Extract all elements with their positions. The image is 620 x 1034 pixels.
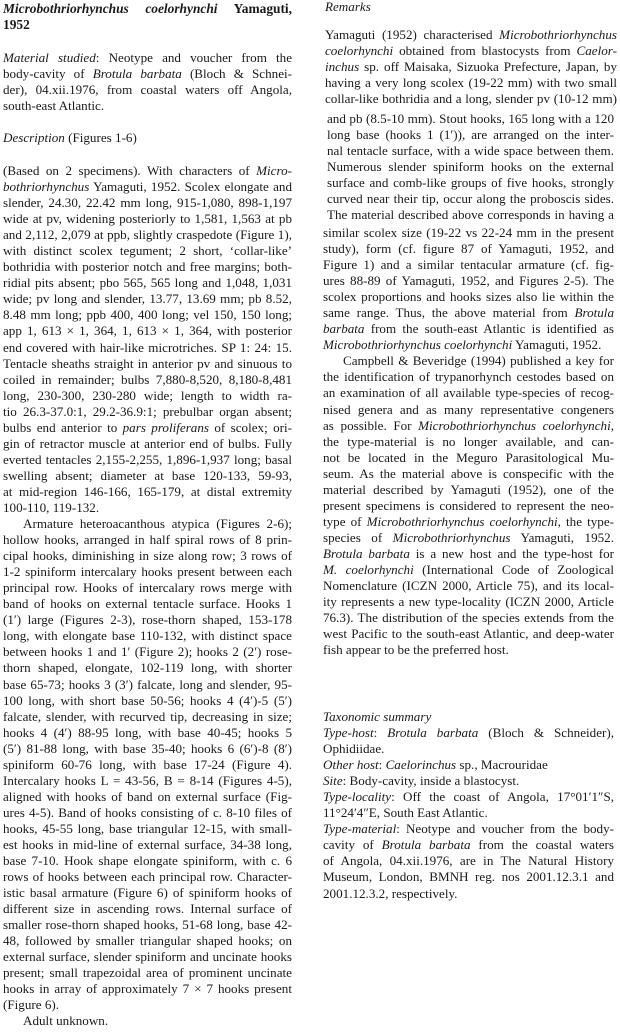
text-segment: collar-like bothridia and a long, slender pv (10-12 mm) <box>325 91 617 107</box>
text-segment: base 7-10. Hook shape elongate spiniform, with c. 6 <box>3 853 292 869</box>
text-line <box>3 532 292 548</box>
text-segment: (5′) 81-88 long, with base 35-40; hooks 6 (6′)-8 (8′) <box>3 740 292 756</box>
text-line <box>3 933 292 949</box>
text-segment: west Pacific to the south-east Atlantic, and deep-water <box>323 626 614 642</box>
italic-text: Caelorinchus <box>385 757 457 773</box>
text-segment: principal row. Hooks of intercalary rows merge with <box>3 580 292 596</box>
text-line <box>323 353 614 369</box>
text-line <box>3 17 292 33</box>
remarks-paragraph-part1 <box>325 27 617 107</box>
text-segment: Yamaguti, <box>217 1 292 16</box>
text-segment: sp., Macrouridae <box>456 757 548 773</box>
text-segment: seum. As the material above is conspecific with the <box>323 465 614 481</box>
italic-text: Material studied <box>3 50 96 65</box>
text-line <box>3 580 292 596</box>
text-segment: (International Code of Zoological <box>413 561 614 577</box>
italic-text: Taxonomic summary <box>323 709 432 724</box>
text-line <box>3 98 292 114</box>
text-segment: type of <box>323 513 367 529</box>
text-line <box>323 289 614 305</box>
description-heading <box>3 130 292 146</box>
text-segment: 100 long, with short base 50-56; hooks 4 (4′)-5 (5′) <box>3 692 292 708</box>
italic-text: Microbothriorhynchus coelorhynchi <box>418 417 611 433</box>
text-line <box>323 418 614 434</box>
italic-text: Description <box>3 130 65 145</box>
text-segment: Intercalary hooks L = 43-56, B = 8-14 (Figures 4-5), <box>3 772 292 788</box>
text-line <box>323 626 614 642</box>
text-segment: long base (hooks 1 (1′)), are arranged on the inter- <box>327 127 614 143</box>
text-line <box>325 27 617 43</box>
text-segment: base 65-73; hooks 3 (3′) falcate, long and slender, 95- <box>3 676 292 692</box>
text-segment: similar scolex size (19-22 vs 22-24 mm in the present <box>323 225 614 240</box>
text-line <box>327 175 614 191</box>
italic-text: Microbothriorhynchus coelorhynchi <box>323 337 513 353</box>
italic-text: Microbothriorhynchus coelorhynchi <box>366 513 558 529</box>
text-segment: slender, 24.30, 22.42 mm long, 915-1,080, 898-1,197 <box>3 195 292 211</box>
text-line <box>3 693 292 709</box>
text-segment: nised genera and as many representative congeners <box>323 401 614 417</box>
text-line <box>325 75 617 91</box>
material-studied-paragraph <box>3 50 292 114</box>
text-line <box>3 628 292 644</box>
text-segment: the type-material is no longer available, and can- <box>323 433 614 449</box>
text-line <box>3 773 292 789</box>
remarks-paragraph-part3 <box>323 225 614 658</box>
text-line <box>323 757 614 773</box>
text-line <box>3 837 292 853</box>
text-line <box>3 981 292 997</box>
text-segment: 8.48 mm long; ppb 400, 400 long; vel 150, 150 long; <box>3 307 292 323</box>
text-segment: species of <box>323 529 393 545</box>
text-segment: present specimens is considered to represent the neo- <box>323 497 614 513</box>
text-line <box>3 404 292 420</box>
italic-text: Brotula barbata <box>323 545 410 561</box>
text-line <box>3 516 292 532</box>
text-line <box>323 642 614 658</box>
text-line <box>3 179 292 195</box>
text-line <box>323 709 614 725</box>
text-segment: Yamaguti, 1952. <box>512 337 602 353</box>
text-segment: scolex proportions and hooks sizes also lie within the <box>323 289 614 305</box>
text-line <box>323 321 614 337</box>
text-segment: with distinct scolex tegument; 2 short, ‘collar-like’ <box>3 243 292 259</box>
italic-text: Microbothriorhynchus coelorhynchi <box>3 1 218 16</box>
italic-text: coelorhynchi <box>325 43 394 59</box>
text-line <box>325 91 617 107</box>
text-line <box>323 257 614 273</box>
text-segment: Adult unknown. <box>23 1013 109 1029</box>
italic-text: Type-host <box>323 725 374 741</box>
text-line <box>323 402 614 418</box>
text-line <box>323 498 614 514</box>
text-segment: Yamaguti, 1952. <box>510 529 615 545</box>
text-segment: smaller rose-thorn shaped hooks, 51-68 long, base 42- <box>3 917 292 933</box>
text-line <box>3 725 292 741</box>
text-segment: falcate, slender, with recurved tip, decreasing in size; <box>3 708 292 724</box>
text-line <box>3 901 292 917</box>
species-title <box>3 1 292 33</box>
text-segment: not be located in the Meguro Parasitological Mu- <box>323 449 614 465</box>
text-line <box>323 385 614 401</box>
text-segment: , the type- <box>557 513 615 529</box>
italic-text: Brotula barbata <box>387 725 479 741</box>
text-segment: long, 230-300, 230-280 wide; length to width ra- <box>3 387 292 403</box>
text-segment: between hooks 1 and 1′ (Figure 2); hooks 2 (2′) rose- <box>3 644 292 660</box>
text-line <box>323 821 614 837</box>
italic-text: Micro- <box>256 163 292 178</box>
text-segment: curved near their tip, occur along the proboscis sides. <box>327 191 614 207</box>
text-line <box>3 741 292 757</box>
text-line <box>3 997 292 1013</box>
text-segment: sp. off Maisaka, Sizuoka Prefecture, Japan, by <box>359 59 617 75</box>
text-line <box>3 484 292 500</box>
text-line <box>323 773 614 789</box>
text-line <box>3 1013 292 1029</box>
text-segment: present; small trapezoidal area of prominent uncinate <box>3 965 292 981</box>
text-line <box>325 59 617 75</box>
text-segment: ity represents a new type-locality (ICZN 2000, Article <box>323 594 614 610</box>
text-segment: rows of hooks between each principal row. Character- <box>3 869 292 885</box>
text-line <box>3 1 292 17</box>
text-segment: spiniform 60-76 long, with base 17-24 (Figure 4). <box>3 756 292 772</box>
text-line <box>3 709 292 725</box>
text-line <box>3 789 292 805</box>
text-line <box>327 191 614 207</box>
text-segment: Tentacle sheaths straight in anterior pv and sinuous to <box>3 355 292 371</box>
text-line <box>323 273 614 289</box>
text-line <box>3 500 292 516</box>
text-segment: bothridia with posterior notch and free margins; both- <box>3 259 292 275</box>
text-segment: (Figures 1-6) <box>64 130 137 145</box>
text-segment: end covered with hair-like microtriches. SP 1: 24: 15. <box>3 339 292 355</box>
italic-text: Type-locality <box>323 789 392 805</box>
italic-text: bothriorhynchus <box>3 179 90 195</box>
text-segment: hooks in array of approximately 7 × 7 hooks present <box>3 981 292 997</box>
text-segment: nal tentacle surface, with a wide space between them. <box>327 143 614 159</box>
italic-text: M. coelorhynchi <box>323 561 414 577</box>
text-segment: Campbell & Beveridge (1994) published a key for <box>343 353 614 369</box>
text-line <box>3 323 292 339</box>
text-segment: hooks 4 (4′) 88-95 long, with base 40-45; hooks 5 <box>3 724 292 740</box>
text-segment: The material described above corresponds in having a <box>327 207 614 223</box>
text-line <box>3 596 292 612</box>
text-segment: 11°24′4″E, South East Atlantic. <box>323 805 488 821</box>
text-segment: swelling absent; diameter at base 120-133, 59-93, <box>3 467 292 483</box>
text-line <box>3 82 292 98</box>
text-segment: same range. Thus, the above material from <box>323 305 575 321</box>
text-segment: hooks, 45-55 long, base triangular 12-15, with small- <box>3 820 292 836</box>
text-segment: der), 04.xii.1976, from coastal waters off Angola, <box>3 82 292 98</box>
text-line <box>3 965 292 981</box>
italic-text: Brotula barbata <box>92 66 182 82</box>
text-segment: Ophidiidae. <box>323 741 385 757</box>
text-segment: 76.3). The distribution of the species extends from the <box>323 610 614 626</box>
text-line <box>323 594 614 610</box>
text-line <box>3 227 292 243</box>
text-line <box>327 143 614 159</box>
text-line <box>3 548 292 564</box>
text-line <box>3 917 292 933</box>
text-line <box>3 163 292 179</box>
text-line <box>323 434 614 450</box>
text-segment: (1′) large (Figures 2-3), rose-thorn shaped, 153-178 <box>3 612 292 628</box>
text-segment: from the south-east Atlantic is identified as <box>364 321 614 337</box>
italic-text: Microbothriorhynchus <box>499 27 617 42</box>
text-segment: external surface, slender spiniform and uncinate hooks <box>3 949 292 965</box>
text-segment: Yamaguti, 1952. Scolex elongate and <box>89 179 292 195</box>
text-line <box>3 885 292 901</box>
text-segment: from the coastal waters <box>470 837 615 853</box>
text-line <box>323 337 614 353</box>
text-line <box>3 452 292 468</box>
text-segment: different size in ascending rows. Internal surface of <box>3 901 292 917</box>
text-segment: 2001.12.3.2, respectively. <box>323 885 458 901</box>
text-line <box>323 886 614 902</box>
text-segment: (Based on 2 specimens). With characters of <box>3 163 257 178</box>
text-segment: having a very long scolex (19-22 mm) with two small <box>325 75 617 91</box>
text-line <box>3 420 292 436</box>
remarks-heading <box>325 0 616 15</box>
text-line <box>3 869 292 885</box>
text-line <box>3 388 292 404</box>
text-line <box>3 66 292 82</box>
text-segment: : Neotype and voucher from the body- <box>396 821 614 837</box>
text-segment: obtained from blastocysts from <box>393 43 577 59</box>
text-segment: bulbs end anterior to <box>3 419 123 435</box>
text-segment: study), form (cf. figure 87 of Yamaguti, 1952, and <box>323 241 614 257</box>
italic-text: pars proliferans <box>122 419 209 435</box>
text-segment: and pb (8.5-10 mm). Stout hooks, 165 long with a 120 <box>327 111 614 126</box>
italic-text: Brotula <box>574 305 614 321</box>
text-segment: of Angola, 04.xii.1976, are in The Natural History <box>323 853 614 869</box>
text-line <box>3 564 292 580</box>
text-segment: Nomenclature (ICZN 2000, Article 75), and its local- <box>323 578 614 594</box>
text-line <box>323 546 614 562</box>
text-line <box>327 127 614 143</box>
text-line <box>323 530 614 546</box>
text-line <box>3 821 292 837</box>
text-line <box>3 291 292 307</box>
text-line <box>323 562 614 578</box>
text-segment: cavity of <box>323 837 382 853</box>
text-segment: : <box>378 757 386 773</box>
text-segment: 1-2 spiniform intercalary hooks present between each <box>3 564 292 580</box>
text-segment: band of hooks on external tentacle surface. Hooks 1 <box>3 596 292 612</box>
text-line <box>323 789 614 805</box>
text-segment: Figure 1) and a similar tentacular armature (cf. fig- <box>323 257 614 273</box>
text-line <box>3 243 292 259</box>
text-segment: Yamaguti (1952) characterised <box>325 27 500 42</box>
remarks-paragraph-part2 <box>327 111 614 223</box>
italic-text: Microbothriorhynchus <box>392 529 511 545</box>
italic-text: inchus <box>325 59 360 75</box>
text-segment: Museum, London, BMNH reg. nos 2001.12.3.1 and <box>323 869 614 885</box>
text-segment: wide; pv long and slender, 13.77, 13.69 mm; pb 8.52, <box>3 291 292 307</box>
text-line <box>3 949 292 965</box>
text-line <box>3 757 292 773</box>
text-line <box>325 43 617 59</box>
text-line <box>323 837 614 853</box>
text-line <box>327 111 614 127</box>
text-line <box>3 468 292 484</box>
text-segment: material described by Yamaguti (1952), one of the <box>323 481 614 497</box>
text-segment: cipal hooks, diminishing in size along row; 3 rows of <box>3 548 292 564</box>
text-segment: everted tentacles 2,155-2,255, 1,896-1,937 long; basal <box>3 451 292 467</box>
text-segment: south-east Atlantic. <box>3 98 105 114</box>
text-line <box>323 741 614 757</box>
italic-text: Caelor- <box>576 43 617 59</box>
italic-text: Other host <box>323 757 379 773</box>
text-segment: app 1, 613 × 1, 364, 1, 613 × 1, 364, with posterior <box>3 323 292 339</box>
text-line <box>323 466 614 482</box>
text-line <box>3 340 292 356</box>
text-line <box>3 677 292 693</box>
taxonomic-summary <box>323 709 614 902</box>
text-segment: Armature heteroacanthous atypica (Figures 2-6); <box>23 516 292 532</box>
text-line <box>323 610 614 626</box>
text-line <box>3 275 292 291</box>
text-line <box>323 514 614 530</box>
text-line <box>3 805 292 821</box>
text-line <box>323 369 614 385</box>
text-line <box>3 211 292 227</box>
text-line <box>3 660 292 676</box>
italic-text: barbata <box>323 321 365 337</box>
text-segment: : Body-cavity, inside a blastocyst. <box>342 773 520 789</box>
text-segment: (Bloch & Schneider), <box>478 725 614 741</box>
text-line <box>325 0 616 15</box>
text-segment: 48, followed by smaller triangular shaped hooks; on <box>3 933 292 949</box>
text-segment: istic basal armature (Figure 6) of spiniform hooks of <box>3 885 292 901</box>
text-segment: (Bloch & Schnei- <box>181 66 293 82</box>
text-line <box>3 307 292 323</box>
text-line <box>323 853 614 869</box>
text-line <box>3 853 292 869</box>
text-segment: : <box>373 725 388 741</box>
text-segment: : Neotype and voucher from the <box>95 50 293 65</box>
text-segment: ures 88-89 of Yamaguti, 1952, and Figures 2-5). The <box>323 273 614 289</box>
text-line <box>323 869 614 885</box>
description-body <box>3 163 292 1030</box>
text-line <box>3 195 292 211</box>
text-segment: 1952 <box>3 17 30 33</box>
text-segment: of scolex; ori- <box>209 419 292 435</box>
text-segment: Numerous slender spiniform hooks on the external <box>327 159 614 175</box>
text-segment: est hooks in mid-line of external surface, 34-38 long, <box>3 836 292 852</box>
text-segment: and 2,112, 2,079 at ppb, slightly craspedote (Figure 1), <box>3 227 292 243</box>
text-line <box>323 482 614 498</box>
text-line <box>327 207 614 223</box>
text-segment: tio 26.3-37.0:1, 29.2-36.9:1; prebulbar organ absent; <box>3 403 292 419</box>
text-line <box>3 130 292 146</box>
italic-text: Brotula barbata <box>381 837 471 853</box>
text-segment: body-cavity of <box>3 66 93 82</box>
text-line <box>3 372 292 388</box>
text-segment: an examination of all available type-species of recog- <box>323 385 614 401</box>
italic-text: Site <box>323 773 343 789</box>
text-line <box>323 225 614 241</box>
text-line <box>323 450 614 466</box>
text-segment: thorn shaped, elongate, 102-119 long, with shorter <box>3 660 292 676</box>
italic-text: Type-material <box>323 821 397 837</box>
text-segment: : Off the coast of Angola, 17°01′1″S, <box>391 789 614 805</box>
text-segment: is a new host and the type-host for <box>409 545 614 561</box>
text-line <box>3 259 292 275</box>
text-line <box>323 241 614 257</box>
text-segment: fish appear to be the preferred host. <box>323 642 509 658</box>
text-line <box>323 725 614 741</box>
italic-text: Remarks <box>325 0 371 14</box>
text-line <box>323 805 614 821</box>
text-segment: ures 4-5). Band of hooks consisting of c. 8-10 files of <box>3 804 292 820</box>
text-segment: wide at pv, widening posteriorly to 1,581, 1,563 at pb <box>3 211 292 227</box>
text-segment: the identification of trypanorhynch cestodes based on <box>323 369 614 385</box>
text-segment: aligned with hooks of band on external surface (Fig- <box>3 788 292 804</box>
text-segment: as possible. For <box>323 417 419 433</box>
text-segment: at mid-region 146-166, 165-179, at distal extremity <box>3 483 292 499</box>
text-segment: long, with elongate base 110-132, with distinct space <box>3 628 292 644</box>
text-line <box>3 50 292 66</box>
text-segment: hollow hooks, arranged in half spiral rows of 8 prin- <box>3 532 292 548</box>
text-segment: 100-110, 119-132. <box>3 499 100 515</box>
text-line <box>3 356 292 372</box>
text-segment: gin of retractor muscle at anterior end of bulbs. Fully <box>3 435 292 451</box>
text-segment: coiled in remainder; bulbs 7,880-8,520, 8,180-8,481 <box>3 371 292 387</box>
text-segment: (Figure 6). <box>3 997 60 1013</box>
text-line <box>327 159 614 175</box>
text-segment: , <box>610 417 614 433</box>
text-line <box>323 578 614 594</box>
text-segment: surface and comb-like groups of five hooks, strongly <box>327 175 614 191</box>
text-line <box>323 305 614 321</box>
text-line <box>3 644 292 660</box>
text-line <box>3 436 292 452</box>
text-segment: ridial pits absent; pbo 565, 565 long and 1,048, 1,031 <box>3 275 292 291</box>
text-line <box>3 612 292 628</box>
